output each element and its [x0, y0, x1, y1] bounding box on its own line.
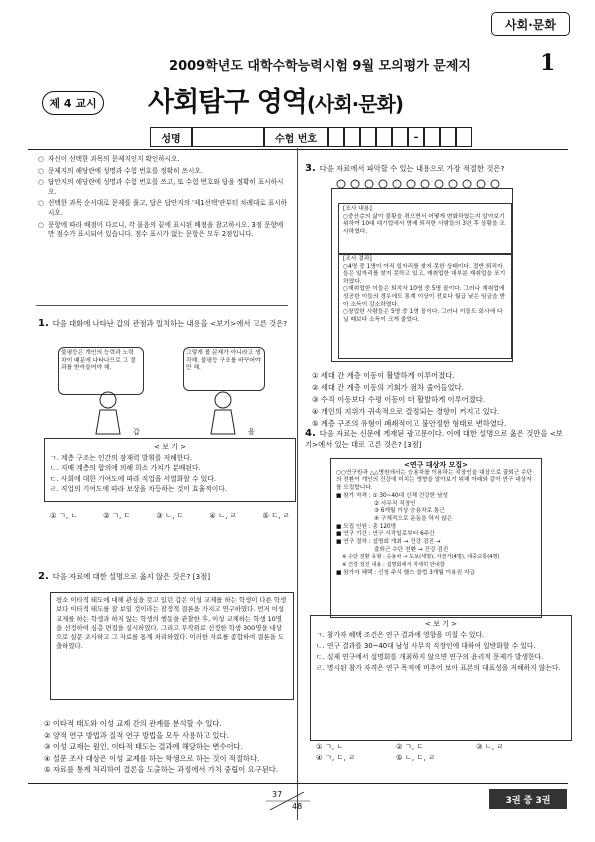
instruction-item: ○ 자신이 선택한 과목의 문제지인지 확인하시오.: [38, 155, 180, 163]
bogi-item: ㄹ. 명시된 참가 자격은 연구 목적에 비추어 보아 표본의 대표성을 저해하지 않는다.: [316, 664, 561, 672]
identity-row: [150, 127, 472, 145]
box-text: ○창업한 사람들은 5명 중 1명 꼴이다. 그러나 이들도 회사에 다닐 때보다 소득이 크게 줄었다.: [343, 309, 503, 323]
instruction-item: ○ 문제지의 해당란에 성명과 수험 번호를 정확히 쓰시오.: [38, 166, 203, 175]
survey-content-box: [338, 203, 512, 255]
bogi-item: ㄴ. 연구 결과를 30~40대 남성 사무직 직장인에 대하여 일반화할 수 있다.: [316, 642, 536, 650]
exam-no-label: 수험 번호: [264, 127, 328, 147]
survey-result-box: [338, 253, 512, 359]
ad-item: ※ 수단 전환 유형 : 승용차 → 도보(세명), 자전거(4명), 대중교통(4명): [342, 554, 500, 561]
main-title-text: 사회탐구 영역: [148, 87, 307, 118]
choice[interactable]: ① 이타적 태도와 이성 교제 간의 관계를 분석할 수 있다.: [44, 719, 222, 728]
ad-item: ■ 참가자 혜택 : 신청 주식 헬스 클럽 3개월 이용권 지급: [336, 569, 475, 576]
speech-bubble-b: 그렇게 볼 문제가 아니라고 생각해. 불평등 구조를 바꾸어야만 해.: [183, 347, 265, 391]
page-fraction-top: 37: [272, 790, 283, 799]
choice[interactable]: ⑤ ㄴ, ㄷ, ㄹ: [396, 753, 436, 762]
q3-notepad: [331, 188, 513, 362]
subject-tab: 사회·문화: [491, 12, 570, 36]
box-text: ○4명 중 1명이 아직 일자리를 찾지 못한 상태이다. 절반 퇴직자들은 일자리를 찾지 못하고 있고, 재취업한 대부분 재취업을 포기하였다.: [343, 263, 506, 285]
bogi-item: ㄱ. 참가자 혜택 조건은 연구 결과에 영향을 미칠 수 있다.: [316, 631, 485, 639]
speaker-a-label: 갑: [133, 428, 140, 436]
choice[interactable]: ② 양적 연구 방법과 질적 연구 방법을 모두 사용하고 있다.: [44, 730, 229, 740]
exam-no-digit[interactable]: [456, 127, 472, 147]
question-2: 2. 다음 자료에 대한 설명으로 옳지 않은 것은? [3점]: [38, 571, 211, 582]
choice[interactable]: ① ㄱ, ㄴ: [50, 511, 78, 520]
choice[interactable]: ③ ㄴ, ㄹ: [476, 742, 504, 751]
fraction-slash: [264, 790, 312, 812]
q4-advertisement: [330, 458, 542, 618]
bogi-title: < 보 기 >: [425, 620, 457, 628]
speech-bubble-a: 불평등은 개인의 능력과 노력 차이 때문에 나타나므로 그 결과를 받아들여야 해.: [58, 347, 144, 395]
box-title: [조사 결과]: [343, 256, 372, 262]
choice[interactable]: ③ 이성 교제는 원인, 이타적 태도는 결과에 해당하는 변수이다.: [44, 742, 243, 751]
bogi-item: ㄹ. 직업의 기여도에 따라 보상을 차등하는 것이 효율적이다.: [50, 485, 228, 493]
question-1: 1. 다음 대화에 나타난 갑의 관점과 일치하는 내용을 <보기>에서 고른 것은?: [38, 318, 288, 329]
people-illustration: [68, 390, 268, 435]
speaker-b-label: 을: [248, 428, 255, 436]
exam-no-digit[interactable]: [344, 127, 360, 147]
choice[interactable]: ⑤ ㄷ, ㄹ: [262, 511, 290, 520]
ad-item: ③ 6개월 이상 승용차로 통근: [374, 508, 445, 515]
choice[interactable]: ⑤ 자료를 통계 처리하여 결론을 도출하는 과정에서 가치 중립이 요구된다.: [44, 765, 279, 774]
q4-bogi-box: [310, 615, 572, 741]
ad-item: ■ 참가 자격 : ① 30~40대 신체 건강한 남성: [336, 492, 449, 499]
question-4: 4. 다음 자료는 신문에 게재된 광고문이다. 이에 대한 설명으로 옳은 것만을 <보기>에서 있는 대로 고른 것은? [3점]: [305, 428, 563, 449]
q4-choices: [316, 741, 556, 763]
q1-bogi-box: [44, 438, 296, 502]
box-text: ○중산층의 삶이 불황을 겪으면서 어떻게 변화하였는지 알아보기 위하여 10대 대기업에서 명예 퇴직한 사람들의 3년 후 상황을 조사하였다.: [343, 213, 506, 235]
exam-no-digit[interactable]: [328, 127, 344, 147]
bogi-title: < 보 기 >: [154, 443, 186, 451]
exam-no-digit[interactable]: [440, 127, 456, 147]
choice[interactable]: ① 세대 간 계층 이동이 활발하게 이루어졌다.: [312, 371, 455, 380]
choice[interactable]: ④ 설문 조사 대상은 이성 교제를 하는 학생으로 하는 것이 적절하다.: [44, 753, 260, 763]
choice[interactable]: ② 세대 간 계층 이동의 기회가 점차 줄어들었다.: [312, 383, 464, 392]
bogi-item: ㄱ. 계층 구조는 인간의 잠재력 발휘를 저해한다.: [50, 453, 193, 462]
choice[interactable]: ④ ㄱ, ㄷ, ㄹ: [316, 753, 356, 762]
ad-item: ■ 연구 기간 : 연구 시작일로부터 6주간: [336, 531, 435, 538]
bogi-item: ㄷ. 실제 연구에서 설명회를 개최하지 않으면 연구의 윤리적 문제가 발생한다.: [316, 653, 544, 661]
page-fraction-bottom: 48: [292, 802, 303, 811]
instructions-divider: [36, 305, 288, 306]
choice[interactable]: ③ ㄴ, ㄷ: [156, 511, 184, 520]
ad-item: ■ 모집 인원 : 총 120명: [336, 523, 397, 530]
instructions: [38, 155, 288, 242]
ad-item: ※ 건강 검진 내용 : 설명회에서 자세히 안내함: [342, 562, 445, 569]
choice[interactable]: ③ 수직 이동보다 수평 이동이 더 활발하게 이루어졌다.: [312, 395, 486, 404]
exam-title: 2009학년도 대학수학능력시험 9월 모의평가 문제지: [169, 59, 471, 74]
box-text: ○재취업한 이들은 퇴직자 10명 중 5명 꼴이다. 그러나 재취업에 성공한 이들의 경우에도 통계 이상이 전보다 월급 낮은 임금을 받아 소득이 감소하였다.: [343, 286, 506, 308]
choice[interactable]: ④ ㄴ, ㄹ: [209, 511, 237, 520]
choice[interactable]: ① ㄱ, ㄴ: [316, 742, 344, 751]
ad-item: 출퇴근 수단 전환 → 건강 검진: [374, 546, 449, 553]
instruction-item: ○ 문항에 따라 배점이 다르니, 각 물음의 끝에 표시된 배점을 참고하시오. 3점 문항에만 점수가 표시되어 있습니다. 점수 표시가 없는 문항은 모두 2점입니다.: [38, 220, 284, 239]
q3-choices: [312, 370, 568, 430]
choice[interactable]: ⑤ 계층 구조의 유형이 폐쇄적이고 불안정한 형태로 변하였다.: [312, 419, 507, 428]
question-3: 3. 다음 자료에서 파악할 수 있는 내용으로 가장 적절한 것은?: [305, 163, 505, 174]
column-separator: [297, 148, 298, 820]
q1-choices: [50, 510, 290, 521]
ad-item: ④ 구체적으로 운동을 하지 않은: [374, 515, 453, 522]
q2-passage: 평소 이타적 태도에 대해 관심을 갖고 있던 갑은 이성 교제를 하는 학생이 다른 학생보다 이타적 태도를 잘 보일 것이라는 잠정적 결론을 가지고 연구하였다. 먼저 이성 교제를 하는 학생과 하지 않는 학생의 행동을 관찰한 후, 이성 교제하는 학생 10명을 선정하여 심층 면접을 실시하였다. 그리고 무작위로 선정한 학생 300명을 대상으로 설문 조사하고 그 자료를 통계 처리하였다. 이러한 자료를 종합하여 결론을 도출하였다.: [50, 592, 294, 700]
choice[interactable]: ② ㄱ, ㄷ: [396, 742, 424, 751]
ad-intro: ○○연구원과 △△병원에서는 승용차를 이용하는 직장인을 대상으로 출퇴근 수단의 전환이 개인의 건강에 미치는 영향을 알아보기 위해 아래와 같이 연구 대상자를 모집합니다.: [336, 469, 533, 492]
ad-title: <연구 대상자 모집>: [404, 461, 468, 469]
main-title: [148, 80, 403, 119]
exam-no-dash: –: [408, 127, 424, 147]
choice[interactable]: ④ 개인의 지위가 귀속적으로 결정되는 경향이 커지고 있다.: [312, 407, 500, 416]
name-label: 성명: [150, 127, 192, 147]
exam-no-digit[interactable]: [376, 127, 392, 147]
name-field[interactable]: [192, 127, 264, 147]
ad-item: ② 사무직 직장인: [374, 500, 416, 507]
volume-badge: 3권 중 3권: [489, 789, 567, 809]
choice[interactable]: ② ㄱ, ㄷ: [103, 511, 131, 520]
box-title: [조사 내용]: [343, 206, 372, 212]
bogi-item: ㄴ. 지배 계층의 합의에 의해 희소 가치가 분배된다.: [50, 464, 201, 472]
main-subtitle: (사회·문화): [306, 92, 404, 116]
exam-no-digit[interactable]: [360, 127, 376, 147]
q2-choices: [44, 718, 292, 776]
exam-no-digit[interactable]: [392, 127, 408, 147]
page-number: 1: [540, 50, 556, 76]
header-rule: [28, 149, 568, 150]
dialogue-illustration: [58, 345, 273, 435]
ad-item: ■ 연구 절차 : 설명회 개최 → 건강 검진 →: [336, 539, 441, 546]
page-fraction: [264, 790, 312, 812]
bogi-item: ㄷ. 사회에 대한 기여도에 따라 직업을 서열화할 수 있다.: [50, 474, 217, 483]
instruction-item: ○ 답안지의 해당란에 성명과 수험 번호를 쓰고, 또 수험 번호와 답을 정확히 표시하시오.: [38, 178, 284, 196]
session-badge: 제 4 교시: [42, 91, 104, 115]
footer-rule: [28, 783, 568, 784]
exam-no-digit[interactable]: [424, 127, 440, 147]
instruction-item: ○ 선택한 과목 순서대로 문제를 풀고, 답은 답안지의 '제1선택'란부터 차례대로 표시하시오.: [38, 199, 287, 217]
